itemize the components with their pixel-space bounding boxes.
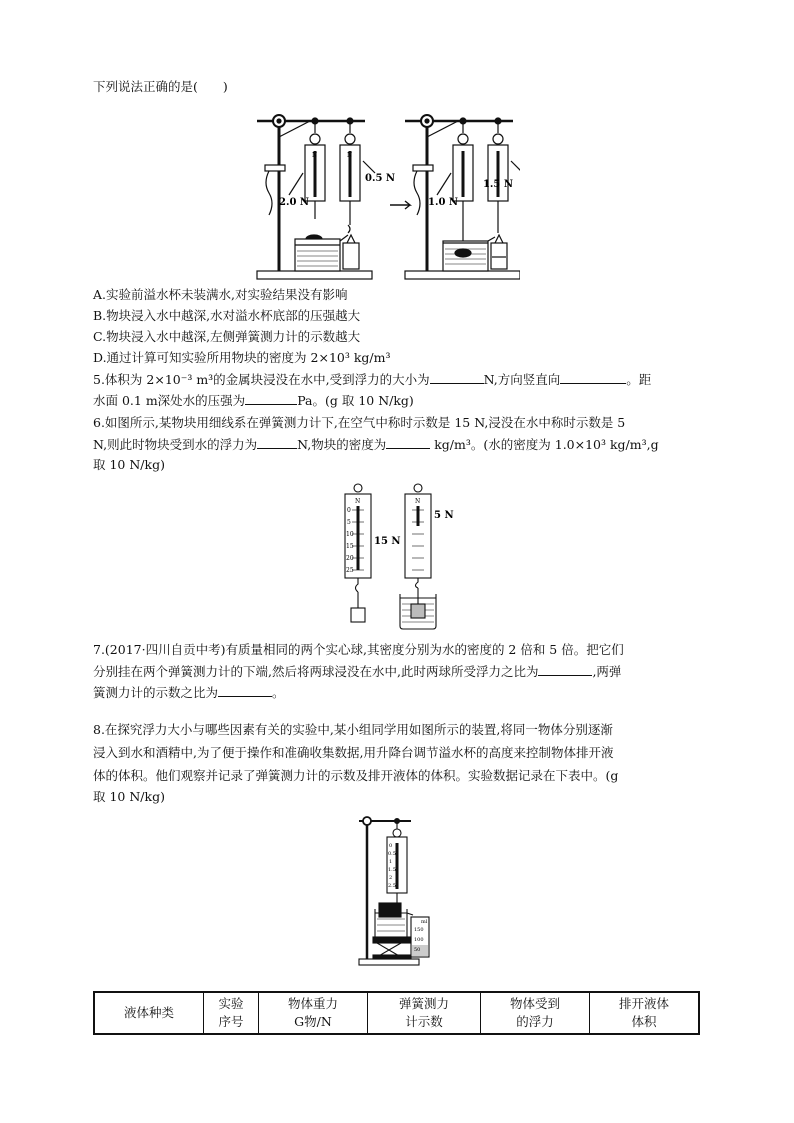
header-liquid-type: 液体种类 <box>94 992 204 1034</box>
header-buoyant-force: 物体受到 的浮力 <box>481 992 590 1034</box>
q4-option-b: B.物块浸入水中越深,水对溢水杯底部的压强越大 <box>93 308 361 323</box>
fig2-unit-left: N <box>355 498 361 505</box>
experiment-record-table <box>93 991 700 1035</box>
fig1-after-right-reading: 1.5 N <box>482 179 513 190</box>
fig3-scale-2: 2 <box>389 875 393 881</box>
q5-line-1: 5.体积为 2×10⁻³ m³的金属块浸没在水中,受到浮力的大小为 N,方向竖直向 。距 <box>93 369 651 390</box>
header-object-weight: 物体重力 G物/N <box>259 992 368 1034</box>
q4-option-a: A.实验前溢水杯未装满水,对实验结果没有影响 <box>93 287 348 302</box>
figure-spring-balance-weighing <box>338 482 468 630</box>
fig1-right-reading: 0.5 N <box>365 173 396 184</box>
q7-line-3: 簧测力计的示数之比为 。 <box>93 682 285 703</box>
header-displaced-volume: 排开液体 体积 <box>590 992 700 1034</box>
fig2-tick-0: 0 <box>347 507 351 514</box>
fig2-left-label: 15 N <box>374 536 401 547</box>
fig1-scale-mark-left: N <box>312 152 318 159</box>
fig3-scale-25: 2.5 <box>388 883 396 889</box>
q7-line-2: 分别挂在两个弹簧测力计的下端,然后将两球浸没在水中,此时两球所受浮力之比为 ,两弹 <box>93 661 621 682</box>
fig1-after-left-reading: 1.0 N <box>428 197 459 208</box>
q8-line-4: 取 10 N/kg) <box>93 789 165 804</box>
fig2-unit-right: N <box>415 498 421 505</box>
header-trial-number: 实验 序号 <box>204 992 259 1034</box>
fig3-scale-15: 1.5 <box>388 867 396 873</box>
q8-line-3: 体的体积。他们观察并记录了弹簧测力计的示数及排开液体的体积。实验数据记录在下表中。(g <box>93 768 619 783</box>
figure-lifting-platform-apparatus <box>357 815 437 967</box>
q8-line-2: 浸入到水和酒精中,为了便于操作和准确收集数据,用升降台调节溢水杯的高度来控制物体排开液 <box>93 745 614 760</box>
q6-line-2: N,则此时物块受到水的浮力为 N,物块的密度为 kg/m³。(水的密度为 1.0×10³ kg/m³,g <box>93 434 659 455</box>
fig2-tick-15: 15 <box>346 543 354 550</box>
fig1-scale-mark-right: N <box>347 152 353 159</box>
fig2-right-label: 5 N <box>434 510 454 521</box>
header-balance-reading: 弹簧测力 计示数 <box>368 992 481 1034</box>
figure-overflow-experiment <box>255 107 520 283</box>
q6-line-1: 6.如图所示,某物块用细线系在弹簧测力计下,在空气中称时示数是 15 N,浸没在水中称时示数是 5 <box>93 415 626 430</box>
fig2-tick-5: 5 <box>347 519 351 526</box>
fig2-tick-20: 20 <box>346 555 354 562</box>
q8-line-1: 8.在探究浮力大小与哪些因素有关的实验中,某小组同学用如图所示的装置,将同一物体分别逐渐 <box>93 722 613 737</box>
q5-line-2: 水面 0.1 m深处水的压强为 Pa。(g 取 10 N/kg) <box>93 390 414 411</box>
fig1-left-reading: 2.0 N <box>279 197 310 208</box>
fig3-beaker-150: 150 <box>414 927 424 933</box>
fig3-beaker-100: 100 <box>414 937 424 943</box>
fig2-tick-10: 10 <box>346 531 354 538</box>
fig3-beaker-unit: ml <box>421 919 428 925</box>
fig3-scale-05: 0.5 <box>388 851 396 857</box>
q6-line-3: 取 10 N/kg) <box>93 457 165 472</box>
q4-option-d: D.通过计算可知实验所用物块的密度为 2×10³ kg/m³ <box>93 350 391 365</box>
table-header-row <box>94 992 699 1034</box>
fig2-tick-25: 25 <box>346 567 354 574</box>
q4-option-c: C.物块浸入水中越深,左侧弹簧测力计的示数越大 <box>93 329 361 344</box>
fig3-scale-0: 0 <box>389 843 393 849</box>
fig3-scale-1: 1 <box>389 859 393 865</box>
fig3-beaker-50: 50 <box>414 947 421 953</box>
q4-intro: 下列说法正确的是( ) <box>93 79 228 94</box>
q7-line-1: 7.(2017·四川自贡中考)有质量相同的两个实心球,其密度分别为水的密度的 2 倍和 5 倍。把它们 <box>93 642 624 657</box>
